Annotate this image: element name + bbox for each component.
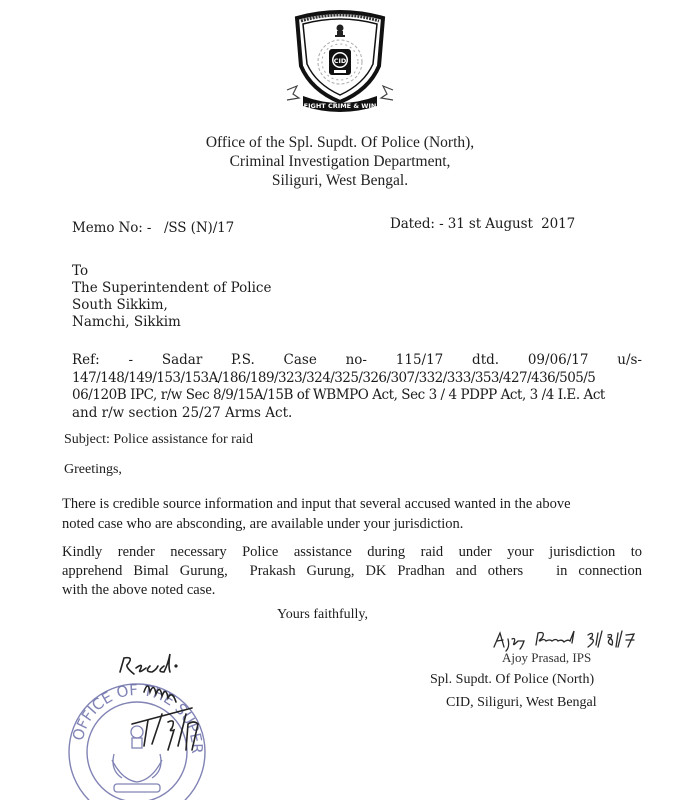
greeting: Greetings, — [64, 462, 122, 477]
office-seal-icon — [52, 650, 212, 800]
cid-police-emblem-icon — [283, 4, 397, 116]
letterhead-department: Criminal Investigation Department, — [229, 153, 451, 170]
body-paragraph-2-line-1: Kindly render necessary Police assistance during raid under your jurisdiction to — [62, 544, 642, 560]
body-paragraph-2-line-2: apprehend Bimal Gurung, Prakash Gurung, DK Pradhan and others in connection — [62, 563, 642, 579]
letterhead — [150, 133, 530, 190]
letterhead-office: Office of the Spl. Supdt. Of Police (North), — [205, 134, 475, 151]
signer-office: CID, Siliguri, West Bengal — [446, 695, 597, 710]
seal-text: OFFICE OF THE SUPER — [68, 680, 207, 754]
recipient-city: Namchi, Sikkim — [72, 314, 181, 330]
reference-line-4: and r/w section 25/27 Arms Act. — [72, 404, 293, 421]
body-paragraph-1-line-2: noted case who are absconding, are available under your jurisdiction. — [62, 516, 464, 532]
emblem-motto: FIGHT CRIME & WIN — [303, 102, 377, 110]
memo-date: Dated: - 31 st August 2017 — [390, 216, 576, 232]
body-paragraph-1 — [62, 494, 642, 534]
body-paragraph-2-line-3: with the above noted case. — [62, 582, 216, 598]
handwritten-signature — [488, 625, 648, 653]
reference-line-2: 147/148/149/153/153A/186/189/323/324/325/326/307/332/333/353/427/436/505/5 — [72, 369, 596, 386]
cid-badge-text: CID — [333, 57, 347, 65]
subject-line: Subject: Police assistance for raid — [64, 432, 253, 447]
reference-line-3: 06/120B IPC, r/w Sec 8/9/15A/15B of WBMPO Act, Sec 3 / 4 PDPP Act, 3 /4 I.E. Act — [72, 387, 605, 403]
closing-salutation: Yours faithfully, — [277, 607, 369, 622]
signature-icon — [488, 625, 648, 653]
body-paragraph-1-line-1: There is credible source information and input that several accused wanted in the above — [62, 496, 571, 512]
received-stamp — [52, 650, 212, 800]
memo-number: Memo No: - /SS (N)/17 — [72, 220, 235, 236]
signer-title: Spl. Supdt. Of Police (North) — [430, 672, 595, 687]
recipient-to: To — [72, 263, 89, 279]
body-paragraph-2 — [62, 543, 642, 600]
recipient-district: South Sikkim, — [72, 297, 168, 313]
reference-line-1: Ref: - Sadar P.S. Case no- 115/17 dtd. 09/06/17 u/s- — [72, 352, 642, 368]
reference-block — [72, 352, 642, 422]
recipient-address — [72, 263, 271, 331]
letterhead-location: Siliguri, West Bengal. — [271, 172, 409, 189]
recipient-designation: The Superintendent of Police — [72, 280, 272, 296]
cid-emblem-logo — [283, 4, 397, 116]
signer-name: Ajoy Prasad, IPS — [502, 650, 592, 665]
